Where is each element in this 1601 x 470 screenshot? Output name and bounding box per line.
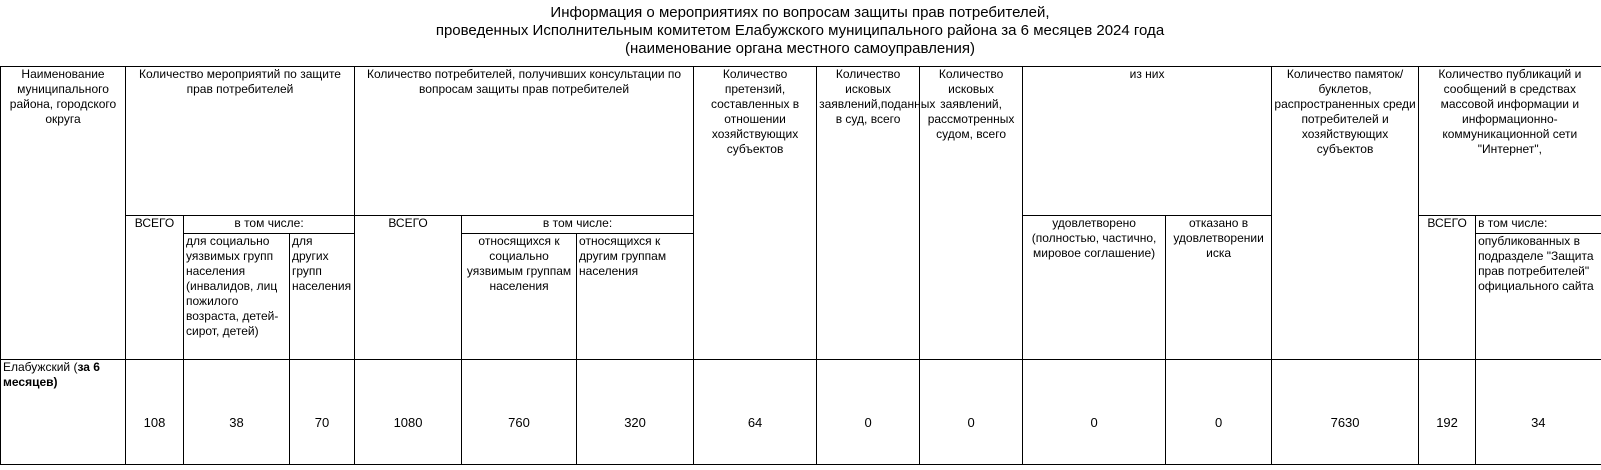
claims-cell: 64 <box>694 360 817 465</box>
header-suits-filed: Количество исковых заявлений,поданных в суд, всего <box>817 67 920 360</box>
title-line-2: проведенных Исполнительным комитетом Елабужского муниципального района за 6 месяцев 2024 года <box>435 22 1165 39</box>
header-cons-vulnerable: относящихся к социально уязвимым группам населения <box>462 234 577 360</box>
header-events-other: для других групп населения <box>290 234 355 360</box>
suits-filed-cell: 0 <box>817 360 920 465</box>
title-line-3: (наименование органа местного самоуправления) <box>625 40 975 57</box>
header-events-vulnerable: для социально уязвимых групп населения (инвалидов, лиц пожилого возраста, детей-сирот, детей) <box>184 234 290 360</box>
denied-cell: 0 <box>1166 360 1272 465</box>
header-satisfied: удовлетворено (полностью, частично, мировое соглашение) <box>1023 216 1166 360</box>
events-total-cell: 108 <box>126 360 184 465</box>
report-title <box>0 0 1600 58</box>
cons-other-cell: 320 <box>577 360 694 465</box>
suits-reviewed-cell: 0 <box>920 360 1023 465</box>
district-cell: Елабужский (за 6 месяцев) <box>1 360 126 465</box>
pub-site-cell: 34 <box>1476 360 1601 465</box>
header-claims: Количество претензий, составленных в отношении хозяйствующих субъектов <box>694 67 817 360</box>
header-suits-reviewed: Количество исковых заявлений, рассмотренных судом, всего <box>920 67 1023 360</box>
header-pub-site: опубликованных в подразделе "Защита прав потребителей" официального сайта <box>1476 234 1601 360</box>
brochures-cell: 7630 <box>1272 360 1419 465</box>
header-cons-total: ВСЕГО <box>355 216 462 360</box>
events-other-cell: 70 <box>290 360 355 465</box>
title-line-1: Информация о мероприятиях по вопросам защиты прав потребителей, <box>550 4 1050 21</box>
header-cons-including: в том числе: <box>462 216 694 234</box>
events-vulnerable-cell: 38 <box>184 360 290 465</box>
header-consultations: Количество потребителей, получивших консультации по вопросам защиты прав потребителей <box>355 67 694 216</box>
header-of-them: из них <box>1023 67 1272 216</box>
consumer-rights-table <box>0 66 1601 465</box>
header-pub-including: в том числе: <box>1476 216 1601 234</box>
cons-vulnerable-cell: 760 <box>462 360 577 465</box>
pub-total-cell: 192 <box>1419 360 1476 465</box>
header-events-total: ВСЕГО <box>126 216 184 360</box>
header-events: Количество мероприятий по защите прав потребителей <box>126 67 355 216</box>
header-cons-other: относящихся к другим группам населения <box>577 234 694 360</box>
header-events-including: в том числе: <box>184 216 355 234</box>
header-pub-total: ВСЕГО <box>1419 216 1476 360</box>
table-row <box>1 360 1601 465</box>
cons-total-cell: 1080 <box>355 360 462 465</box>
header-denied: отказано в удовлетворении иска <box>1166 216 1272 360</box>
satisfied-cell: 0 <box>1023 360 1166 465</box>
header-brochures: Количество памяток/буклетов, распространенных среди потребителей и хозяйствующих субъектов <box>1272 67 1419 360</box>
header-district: Наименование муниципального района, городского округа <box>1 67 126 360</box>
header-publications: Количество публикаций и сообщений в средствах массовой информации и информационно-коммуникационной сети "Интернет", <box>1419 67 1601 216</box>
